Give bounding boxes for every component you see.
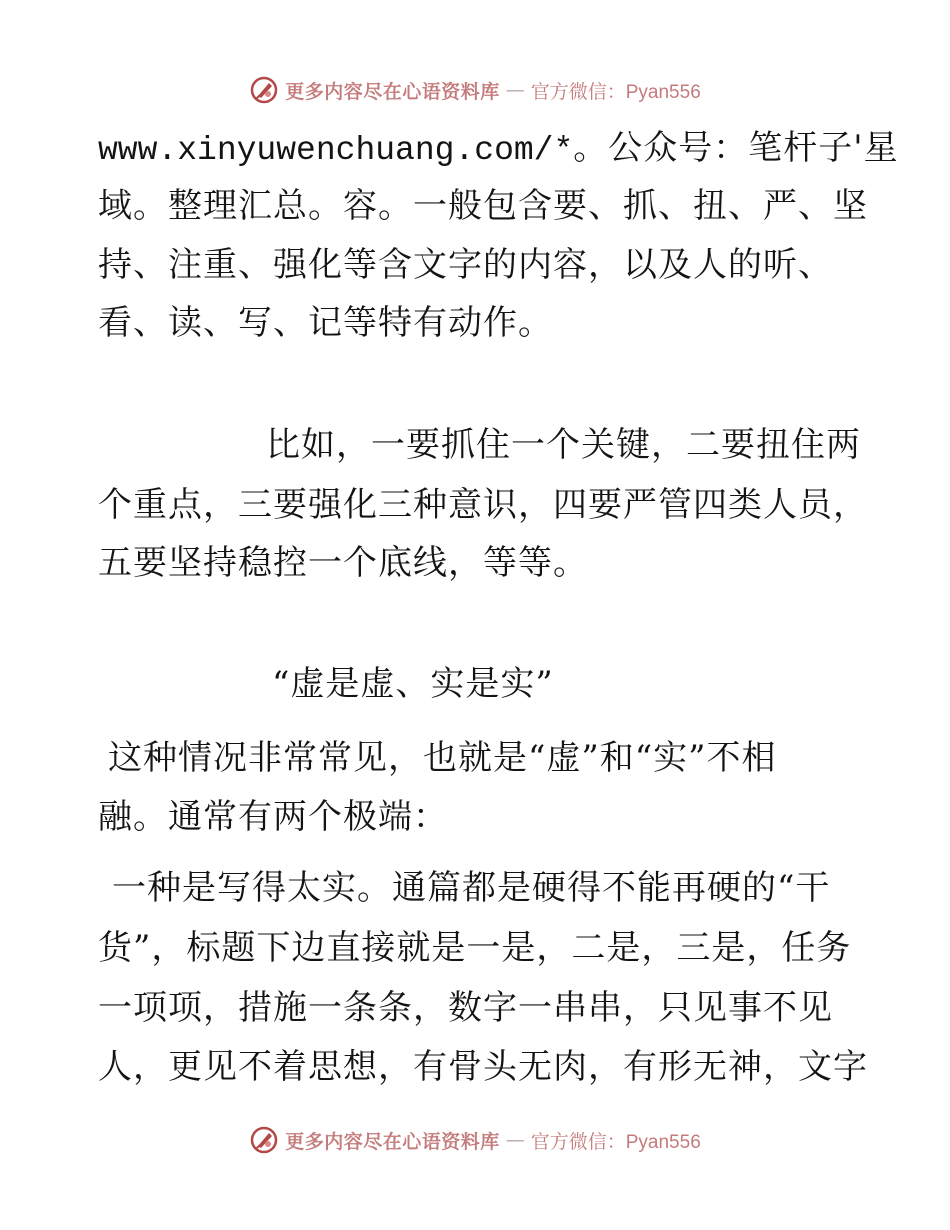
header-watermark	[0, 73, 950, 107]
body-line-13: 一项项，措施一条条，数字一串串，只见事不见	[98, 988, 833, 1028]
quill-logo-icon	[249, 75, 279, 105]
watermark-brand: 更多内容尽在心语资料库	[285, 1130, 500, 1153]
website-url: www.xinyuwenchuang.com/*	[98, 132, 574, 169]
body-line-1	[98, 128, 899, 171]
body-line-14: 人，更见不着思想，有骨头无肉，有形无神，文字	[98, 1047, 868, 1087]
body-line-10: 融。通常有两个极端：	[98, 797, 448, 837]
watermark-separator: —	[505, 1129, 525, 1151]
watermark-wechat: 官方微信：Pyan556	[530, 1131, 701, 1153]
body-line-1-text: 。公众号：笔杆子'星	[573, 128, 899, 168]
body-line-9: 这种情况非常常见，也就是“虚”和“实”不相	[108, 738, 777, 778]
body-line-6: 个重点，三要强化三种意识，四要严管四类人员，	[98, 485, 868, 525]
watermark-brand: 更多内容尽在心语资料库	[285, 80, 500, 103]
section-heading: “虚是虚、实是实”	[272, 664, 554, 704]
footer-watermark	[0, 1123, 950, 1157]
quill-logo-icon	[249, 1125, 279, 1155]
watermark-separator: —	[505, 79, 525, 101]
watermark-wechat: 官方微信：Pyan556	[530, 81, 701, 103]
body-line-3: 持、注重、强化等含文字的内容，以及人的听、	[98, 245, 833, 285]
body-line-12: 货”，标题下边直接就是一是，二是，三是，任务	[98, 928, 852, 968]
body-line-11: 一种是写得太实。通篇都是硬得不能再硬的“干	[112, 868, 831, 908]
body-line-7: 五要坚持稳控一个底线，等等。	[98, 543, 588, 583]
body-line-2: 域。整理汇总。容。一般包含要、抓、扭、严、坚	[98, 186, 868, 226]
body-line-4: 看、读、写、记等特有动作。	[98, 303, 553, 343]
body-line-5: 比如，一要抓住一个关键，二要扭住两	[266, 425, 861, 465]
